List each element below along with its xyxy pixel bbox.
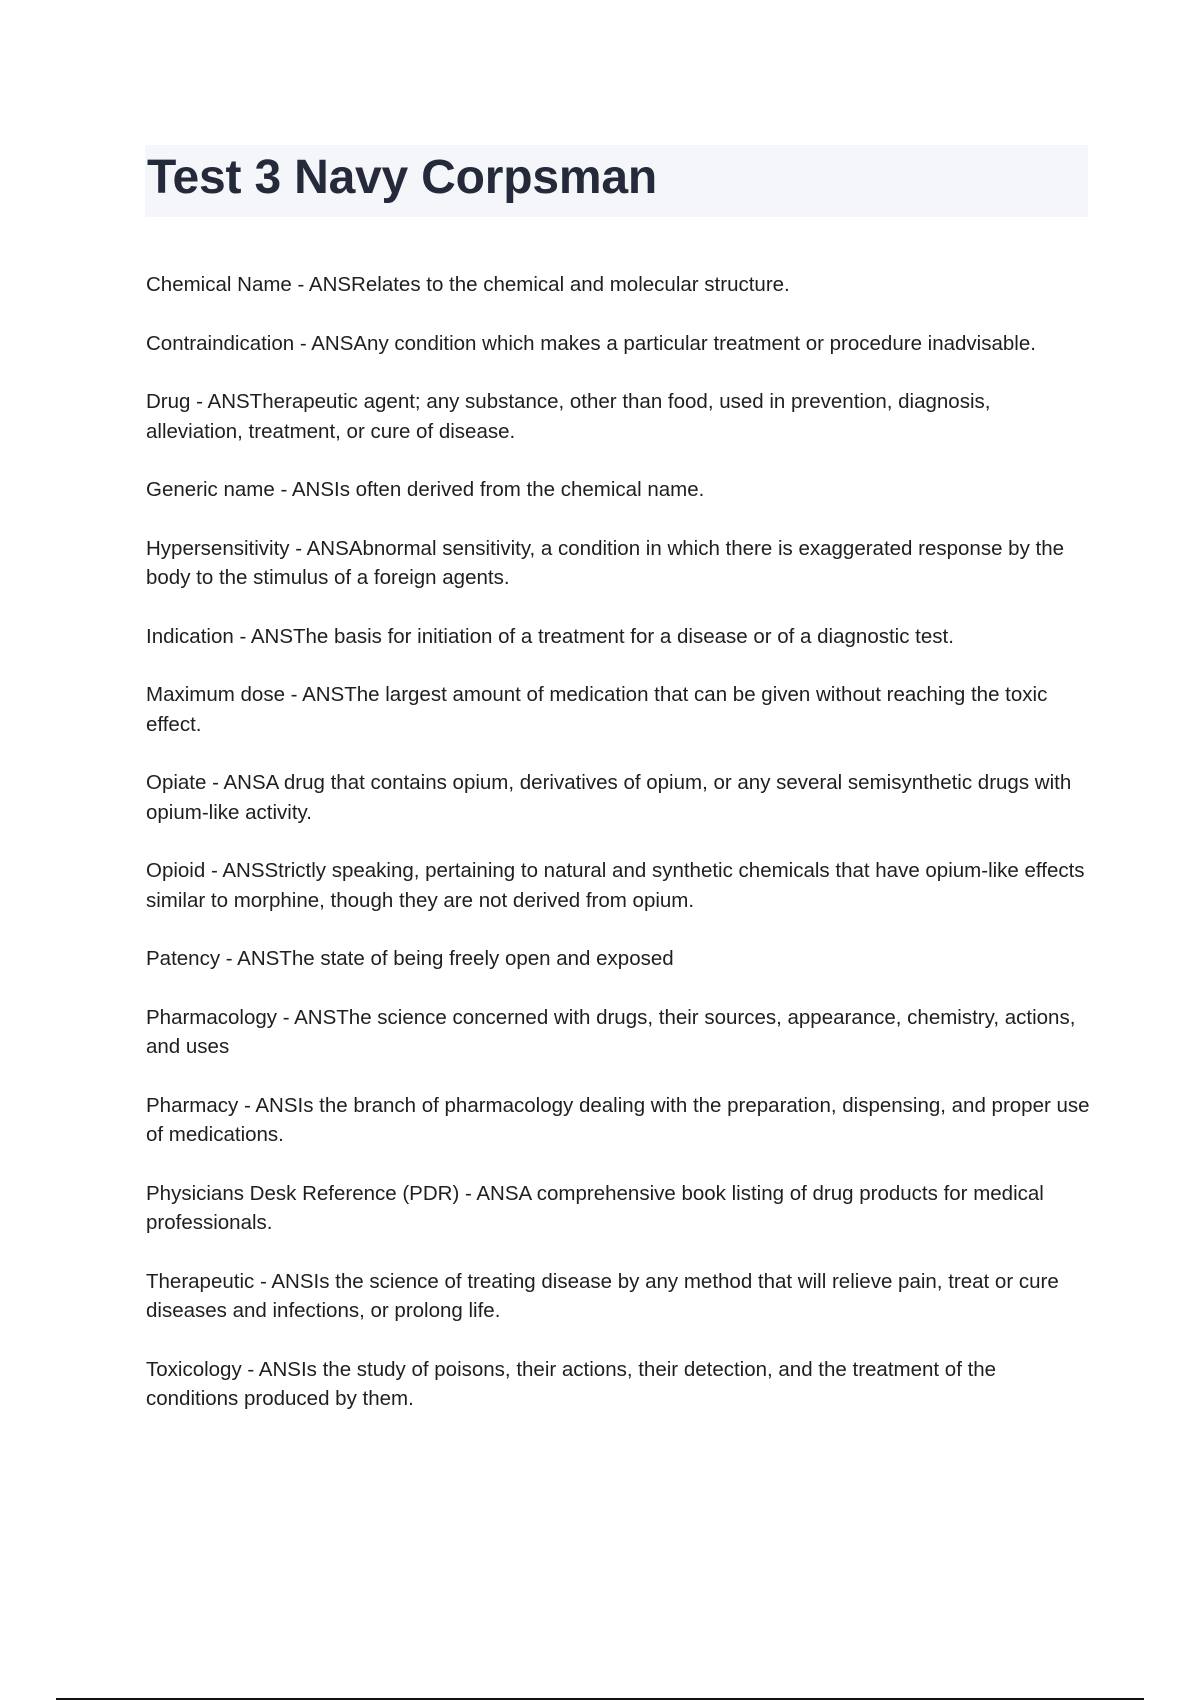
- definition-entry: Patency - ANSThe state of being freely open and exposed: [146, 947, 674, 970]
- title-banner: [145, 145, 1088, 217]
- definition-entry: Pharmacy - ANSIs the branch of pharmacology dealing with the preparation, dispensing, and proper use of medications.: [146, 1093, 1090, 1146]
- definition-entry: Therapeutic - ANSIs the science of treating disease by any method that will relieve pain, treat or cure diseases and infections, or prolong life.: [146, 1269, 1059, 1322]
- definition-entry: Hypersensitivity - ANSAbnormal sensitivity, a condition in which there is exaggerated response by the body to the stimulus of a foreign agents.: [146, 536, 1065, 589]
- definition-entry: Drug - ANSTherapeutic agent; any substance, other than food, used in prevention, diagnosis, alleviation, treatment, or cure of disease.: [146, 390, 991, 443]
- definition-entry: Contraindication - ANSAny condition which makes a particular treatment or procedure inadvisable.: [146, 331, 1036, 355]
- definition-list: [146, 270, 1091, 1443]
- definition-entry: Maximum dose - ANSThe largest amount of medication that can be given without reaching the toxic effect.: [146, 683, 1048, 736]
- page-title: Test 3 Navy Corpsman: [147, 151, 657, 204]
- definition-entry: Toxicology - ANSIs the study of poisons, their actions, their detection, and the treatment of the conditions produced by them.: [146, 1357, 997, 1410]
- definition-entry: Opiate - ANSA drug that contains opium, derivatives of opium, or any several semisynthetic drugs with opium-like activity.: [146, 771, 1072, 824]
- definition-entry: Physicians Desk Reference (PDR) - ANSA comprehensive book listing of drug products for medical professionals.: [146, 1181, 1044, 1234]
- definition-entry: Chemical Name - ANSRelates to the chemical and molecular structure.: [146, 273, 790, 296]
- definition-entry: Indication - ANSThe basis for initiation of a treatment for a disease or of a diagnostic test.: [146, 624, 954, 648]
- definition-entry: Generic name - ANSIs often derived from the chemical name.: [146, 478, 705, 501]
- definition-entry: Opioid - ANSStrictly speaking, pertaining to natural and synthetic chemicals that have opium-like effects similar to morphine, though they are not derived from opium.: [146, 859, 1085, 912]
- definition-entry: Pharmacology - ANSThe science concerned with drugs, their sources, appearance, chemistry, actions, and uses: [146, 1005, 1076, 1058]
